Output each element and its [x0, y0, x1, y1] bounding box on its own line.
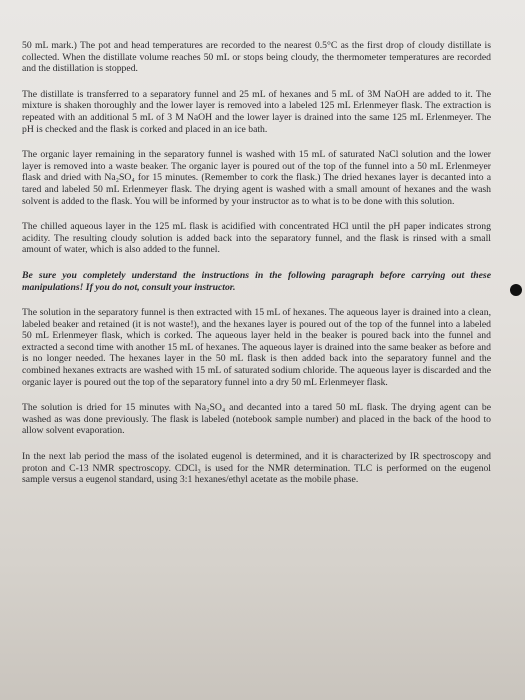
paragraph-drying: The solution is dried for 15 minutes with Na₂SO₄ and decanted into a tared 50 mL flask. The drying agent can be washed as was done previously. The flask is labeled (notebook sample number) and placed in the back of the hood to allow solvent evaporation. [22, 402, 491, 437]
binder-hole-dot [510, 284, 522, 296]
paragraph-hexanes-extraction: The solution in the separatory funnel is then extracted with 15 mL of hexanes. The aqueous layer is drained into a clean, labeled beaker and retained (it is not waste!), and the hexanes layer is poured out of the top of the funnel into a labeled 50 mL Erlenmeyer flask, which is corked. The aqueous layer held in the beaker is poured back into the funnel and extracted a second time with another 15 mL of hexanes. The aqueous layer is drained into the same beaker as before and is no longer needed. The hexanes layer in the 50 mL flask is then added back into the separatory funnel and the combined hexanes extracts are washed with 15 mL of saturated sodium chloride. The aqueous layer is discarded and the organic layer is poured out the top of the separatory funnel into a dry 50 mL Erlenmeyer flask. [22, 307, 491, 388]
paragraph-separatory-extraction: The distillate is transferred to a separatory funnel and 25 mL of hexanes and 5 mL of 3M NaOH are added to it. The mixture is shaken thoroughly and the lower layer is removed into a labeled 125 mL Erlenmeyer flask. The extraction is repeated with an additional 5 mL of 3 M NaOH and the lower layer is drained into the same 125 mL Erlenmeyer. The pH is checked and the flask is corked and placed in an ice bath. [22, 88, 491, 135]
paragraph-organic-wash: The organic layer remaining in the separatory funnel is washed with 15 mL of saturated NaCl solution and the lower layer is removed into a waste beaker. The organic layer is poured out of the top of the funnel into a 50 mL Erlenmeyer flask and dried with Na₂SO₄ for 15 minutes. (Remember to cork the flask.) The dried hexanes layer is decanted into a tared and labeled 50 mL Erlenmeyer flask. The drying agent is washed with a small amount of hexanes and the wash solvent is added to the flask. You will be informed by your instructor as to what is to be done with this solution. [22, 149, 491, 207]
paragraph-warning-note: Be sure you completely understand the instructions in the following paragraph before carrying out these manipulations! If you do not, consult your instructor. [22, 269, 491, 293]
paragraph-characterization: In the next lab period the mass of the isolated eugenol is determined, and it is characterized by IR spectroscopy and proton and C-13 NMR spectroscopy. CDCl₃ is used for the NMR determination. TLC is performed on the eugenol sample versus a eugenol standard, using 3:1 hexanes/ethyl acetate as the mobile phase. [22, 451, 491, 486]
paragraph-acidification: The chilled aqueous layer in the 125 mL flask is acidified with concentrated HCl until the pH paper indicates strong acidity. The resulting cloudy solution is added back into the separatory funnel, and the flask is rinsed with a small amount of water, which is also added to the funnel. [22, 221, 491, 256]
paragraph-distillation: 50 mL mark.) The pot and head temperatures are recorded to the nearest 0.5°C as the first drop of cloudy distillate is collected. When the distillate volume reaches 50 mL or stops being cloudy, the thermometer temperatures are recorded and the distillation is stopped. [22, 40, 491, 75]
